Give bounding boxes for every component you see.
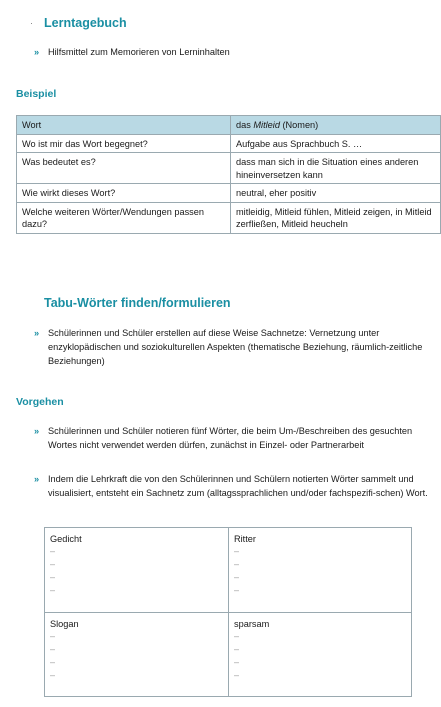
grid-cell-word: sparsam xyxy=(234,619,270,629)
question-cell: Wie wirkt dieses Wort? xyxy=(17,184,231,203)
grid-cell-word: Gedicht xyxy=(50,534,82,544)
bullet-marker: » xyxy=(34,47,40,57)
vorgehen-heading: Vorgehen xyxy=(16,396,64,408)
grid-cell xyxy=(50,618,79,682)
blank-line: – xyxy=(50,657,56,667)
bullet-text: Indem die Lehrkraft die von den Schülerinnen und Schülern notierten Wörter sammelt und visualisiert, entsteht ein Sachnetz zum (alltagssprachlichen und/oder fachspezifi-schen) Wort. xyxy=(48,474,428,498)
blank-line: – xyxy=(50,644,56,654)
blank-line: – xyxy=(50,546,56,556)
grid-cell xyxy=(234,618,269,682)
header-word: Mitleid xyxy=(253,120,280,130)
bullet-marker: » xyxy=(34,474,40,484)
grid-cell-word: Slogan xyxy=(50,619,79,629)
blank-line: – xyxy=(234,546,240,556)
answer-cell: dass man sich in die Situation eines anderen hineinversetzen kann xyxy=(231,153,441,184)
table-row xyxy=(17,153,441,184)
table-row xyxy=(17,184,441,203)
bullet-text: Schülerinnen und Schüler erstellen auf diese Weise Sachnetze: Vernetzung unter enzyklopädischen und soziokulturellen Aspekten (thematische Beziehung, räumlich-zeitliche Beziehungen) xyxy=(48,328,423,366)
blank-line: – xyxy=(50,585,56,595)
question-cell: Was bedeutet es? xyxy=(17,153,231,184)
blank-line: – xyxy=(50,631,56,641)
answer-cell: mitleidig, Mitleid fühlen, Mitleid zeigen, in Mitleid zerfließen, Mitleid heucheln xyxy=(231,202,441,233)
answer-cell: neutral, eher positiv xyxy=(231,184,441,203)
bullet-marker: » xyxy=(34,426,40,436)
blank-line: – xyxy=(234,585,240,595)
question-cell: Welche weiteren Wörter/Wendungen passen dazu? xyxy=(17,202,231,233)
section-marker: · xyxy=(30,18,33,28)
bullet-marker: » xyxy=(34,328,40,338)
bullet-text: Hilfsmittel zum Memorieren von Lerninhalten xyxy=(48,47,230,57)
procedure-bullet xyxy=(34,424,429,452)
blank-line: – xyxy=(50,572,56,582)
grid-cell-word: Ritter xyxy=(234,534,256,544)
grid-cell xyxy=(234,533,256,597)
tabu-woerter-title: Tabu-Wörter finden/formulieren xyxy=(44,296,231,310)
lerntagebuch-title: Lerntagebuch xyxy=(44,16,127,30)
beispiel-heading: Beispiel xyxy=(16,88,57,100)
grid-cell xyxy=(50,533,82,597)
table-header-row xyxy=(17,116,441,135)
blank-line: – xyxy=(50,670,56,680)
blank-line: – xyxy=(234,644,240,654)
tabu-bullet xyxy=(34,326,429,368)
blank-line: – xyxy=(234,559,240,569)
table-row xyxy=(17,134,441,153)
table-row xyxy=(17,202,441,233)
header-cell-right: das Mitleid (Nomen) xyxy=(231,116,441,135)
answer-cell: Aufgabe aus Sprachbuch S. … xyxy=(231,134,441,153)
blank-line: – xyxy=(50,559,56,569)
blank-line: – xyxy=(234,631,240,641)
grid-divider xyxy=(45,612,411,613)
procedure-bullet xyxy=(34,472,429,500)
blank-line: – xyxy=(234,572,240,582)
example-table xyxy=(16,115,441,234)
header-cell-left: Wort xyxy=(17,116,231,135)
bullet-text: Schülerinnen und Schüler notieren fünf Wörter, die beim Um-/Beschreiben des gesuchten Wortes nicht verwendet werden dürfen, zunächst in Einzel- oder Partnerarbeit xyxy=(48,426,413,450)
word-grid xyxy=(44,527,412,697)
question-cell: Wo ist mir das Wort begegnet? xyxy=(17,134,231,153)
blank-line: – xyxy=(234,657,240,667)
blank-line: – xyxy=(234,670,240,680)
lerntagebuch-bullet xyxy=(34,45,429,59)
